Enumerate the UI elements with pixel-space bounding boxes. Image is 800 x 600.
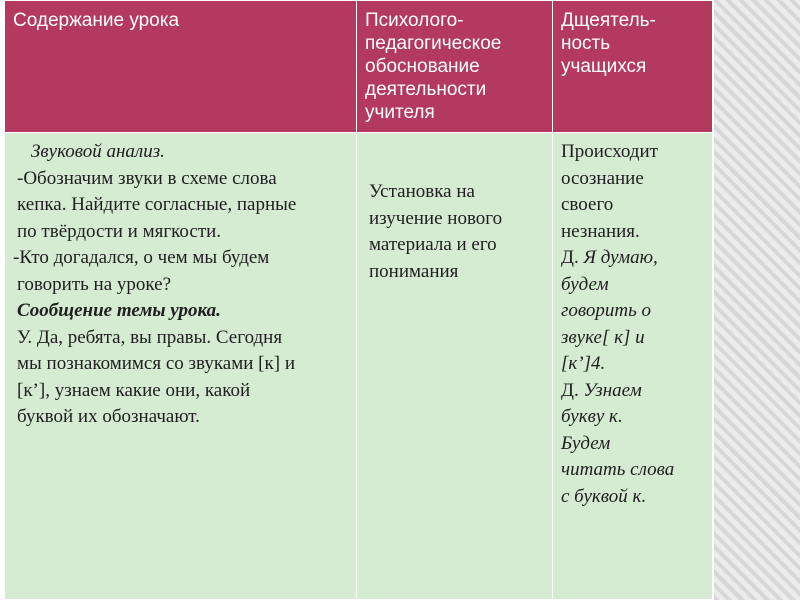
header-col2-line: деятельности bbox=[365, 79, 487, 100]
content-line: мы познакомимся со звуками [к] и bbox=[17, 353, 295, 374]
student-line: читать слова bbox=[561, 459, 675, 480]
student-line: осознание bbox=[561, 167, 644, 189]
student-line: [к’]4. bbox=[561, 353, 606, 374]
student-line: своего bbox=[561, 194, 614, 215]
content-heading: Сообщение темы урока. bbox=[17, 300, 221, 321]
content-line: [к’], узнаем какие они, какой bbox=[17, 379, 251, 401]
content-line: -Кто догадался, о чем мы будем bbox=[13, 247, 270, 268]
student-line-prefix: Д. bbox=[561, 247, 579, 268]
teacher-line: изучение нового bbox=[369, 207, 503, 229]
header-col2-line: Психолого- bbox=[365, 10, 464, 31]
student-line bbox=[561, 245, 706, 272]
lesson-table bbox=[4, 0, 713, 600]
content-line: говорить на уроке? bbox=[17, 273, 172, 295]
header-col1-label: Содержание урока bbox=[13, 10, 180, 31]
teacher-text bbox=[365, 139, 546, 285]
student-line bbox=[561, 378, 706, 405]
cell-teacher-rationale bbox=[357, 133, 553, 600]
student-line: с буквой к. bbox=[561, 485, 647, 507]
cell-lesson-content bbox=[5, 133, 357, 600]
content-line: У. Да, ребята, вы правы. Сегодня bbox=[17, 326, 283, 348]
header-col3-line: учащихся bbox=[561, 56, 647, 77]
header-col2-line: педагогическое bbox=[365, 33, 502, 54]
student-line: будем bbox=[561, 273, 609, 295]
student-line: незнания. bbox=[561, 220, 640, 242]
header-col3-line: Дщеятель- bbox=[561, 10, 656, 31]
content-line: -Обозначим звуки в схеме слова bbox=[17, 167, 277, 189]
teacher-line: понимания bbox=[369, 260, 459, 282]
student-line-prefix: Д. bbox=[561, 379, 579, 401]
header-lesson-content bbox=[5, 1, 357, 133]
header-row bbox=[5, 1, 713, 133]
content-line: по твёрдости и мягкости. bbox=[17, 220, 222, 242]
content-row bbox=[5, 133, 713, 600]
content-line: кепка. Найдите согласные, парные bbox=[17, 194, 297, 215]
teacher-line: Установка на bbox=[369, 181, 475, 202]
header-student-activity bbox=[553, 1, 713, 133]
content-line: Звуковой анализ. bbox=[31, 141, 165, 162]
header-teacher-rationale bbox=[357, 1, 553, 133]
header-col2-line: учителя bbox=[365, 102, 435, 123]
student-line: Происходит bbox=[561, 141, 658, 162]
student-line-italic: Я думаю, bbox=[583, 247, 658, 268]
header-col3-line: ность bbox=[561, 33, 611, 54]
content-line: буквой их обозначают. bbox=[17, 406, 200, 427]
teacher-line: материала и его bbox=[369, 234, 497, 255]
student-line: букву к. bbox=[561, 406, 623, 427]
cell-student-activity bbox=[553, 133, 713, 600]
header-col2-line: обоснование bbox=[365, 56, 480, 77]
student-line: говорить о bbox=[561, 300, 652, 321]
student-line: Будем bbox=[561, 432, 611, 454]
background-stripes bbox=[714, 0, 800, 600]
student-line: звуке[ к] и bbox=[561, 326, 645, 348]
student-line-italic: Узнаем bbox=[583, 379, 642, 401]
